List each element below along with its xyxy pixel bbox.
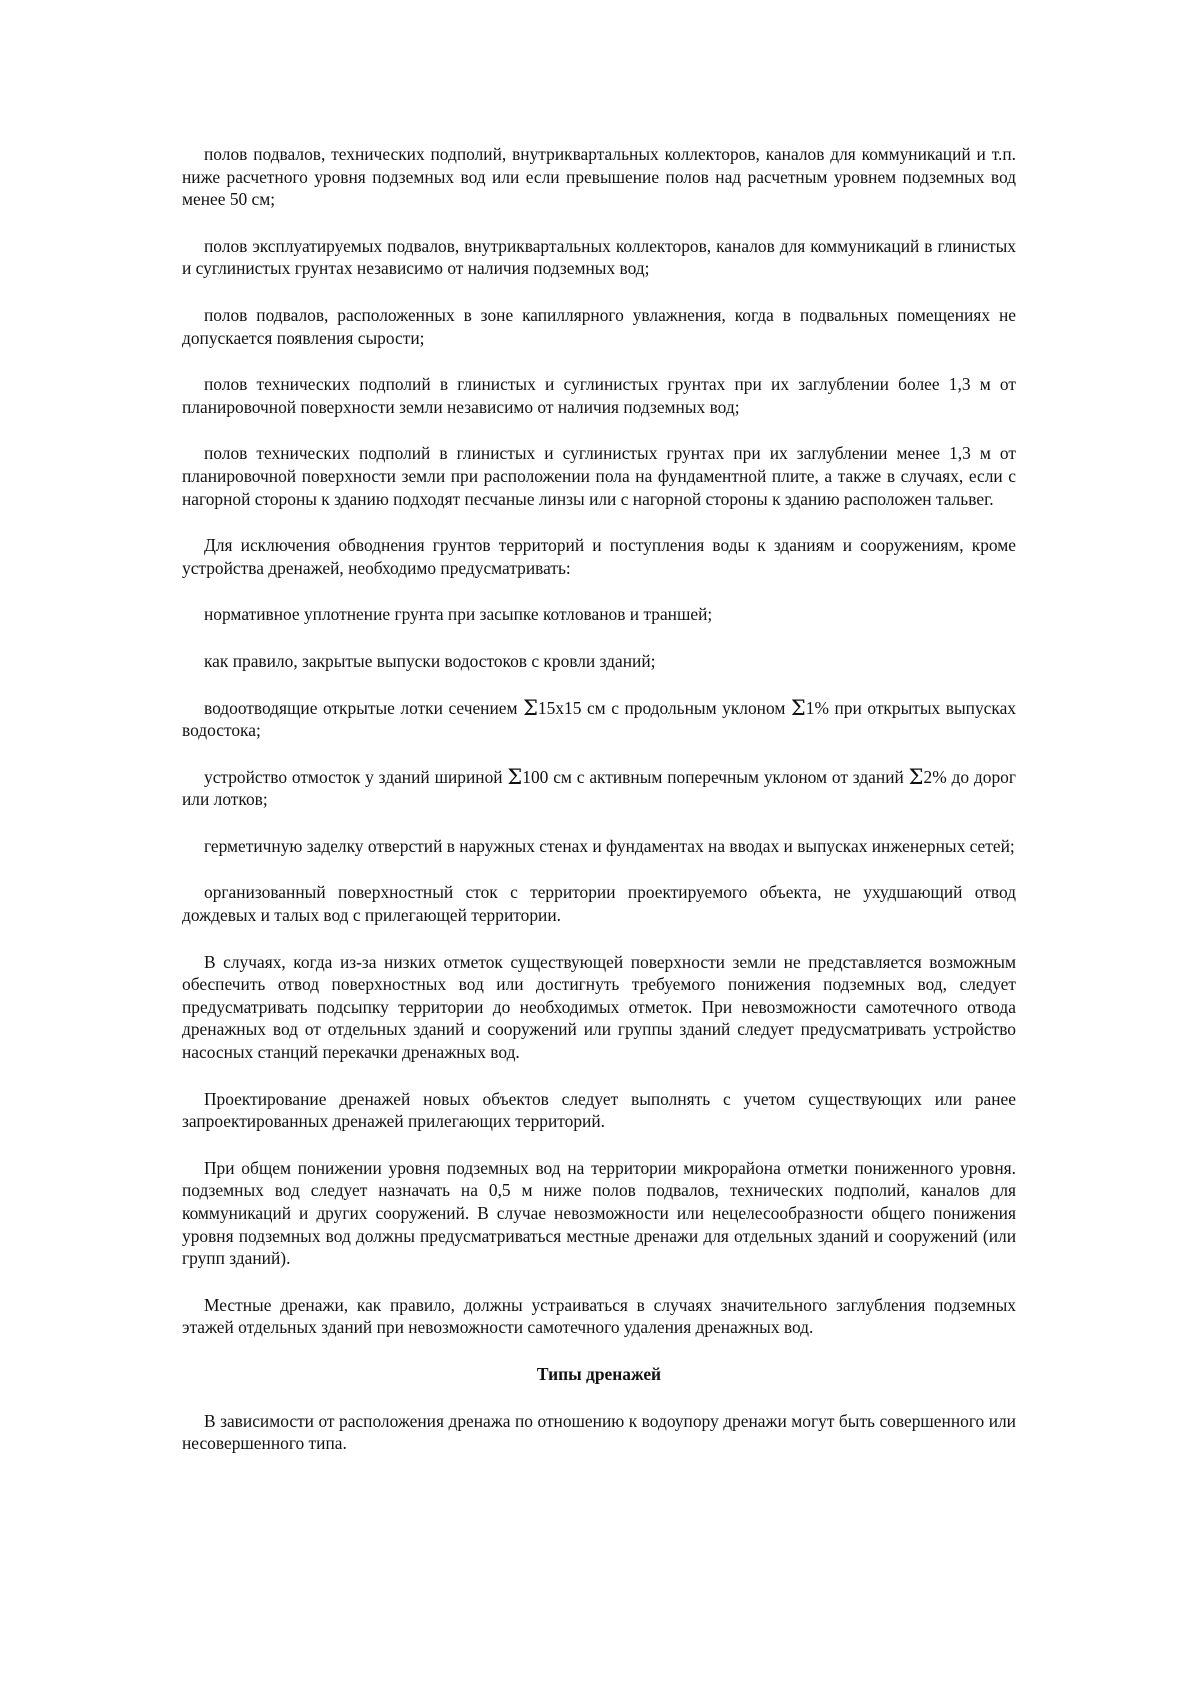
- paragraph-exploited-basements: полов эксплуатируемых подвалов, внутриквартальных коллекторов, каналов для коммуникаций в глинистых и суглинистых грунтах независимо от наличия подземных вод;: [182, 235, 1016, 279]
- paragraph-waterlogging-prevention: Для исключения обводнения грунтов территорий и поступления воды к зданиям и сооружениям, кроме устройства дренажей, необходимо предусматривать:: [182, 535, 1016, 578]
- blind-area-text-2: 100 см с активным поперечным уклоном от зданий: [522, 766, 909, 787]
- trays-text-3: 1% при открытых выпусках водостока;: [182, 697, 1016, 741]
- paragraph-general-lowering: При общем понижении уровня подземных вод на территории микрорайона отметки пониженного уровня. подземных вод следует назначать на 0,5 м ниже полов подвалов, технических подполий, каналов для коммуникаций и других сооружений. В случае невозможности или нецелесообразности общего понижения уровня подземных вод должны предусматриваться местные дренажи для отдельных зданий и сооружений (или групп зданий).: [182, 1157, 1016, 1269]
- paragraph-deep-subfloors: полов технических подполий в глинистых и суглинистых грунтах при их заглублении более 1,3 м от планировочной поверхности земли независимо от наличия подземных вод;: [182, 374, 1016, 417]
- sigma-symbol: Σ: [790, 695, 806, 720]
- sigma-symbol: Σ: [507, 764, 523, 789]
- section-heading: Типы дренажей: [536, 1363, 662, 1384]
- sigma-symbol: Σ: [523, 695, 538, 720]
- paragraph-closed-drains: как правило, закрытые выпуски водостоков с кровли зданий;: [204, 650, 656, 671]
- paragraph-local-drains: Местные дренажи, как правило, должны устраиваться в случаях значительного заглубления подземных этажей отдельных зданий при невозможности самотечного удаления дренажных вод.: [182, 1294, 1016, 1338]
- trays-text-1: водоотводящие открытые лотки сечением: [204, 697, 524, 718]
- paragraph-blind-area: [182, 766, 1016, 811]
- paragraph-surface-runoff: организованный поверхностный сток с территории проектируемого объекта, не ухудшающий отвод дождевых и талых вод с прилегающей территории.: [182, 882, 1016, 926]
- paragraph-sealing-openings: герметичную заделку отверстий в наружных стенах и фундаментах на вводах и выпусках инженерных сетей;: [204, 835, 1015, 856]
- paragraph-low-elevations: В случаях, когда из-за низких отметок существующей поверхности земли не представляется возможным обеспечить отвод поверхностных вод или достигнуть требуемого понижения подземных вод, следует предусматривать подсыпку территории до необходимых отметок. При невозможности самотечного отвода дренажных вод от отдельных зданий и сооружений или группы зданий следует предусматривать устройство насосных станций перекачки дренажных вод.: [182, 951, 1016, 1063]
- paragraph-shallow-subfloors: полов технических подполий в глинистых и суглинистых грунтах при их заглублении менее 1,3 м от планировочной поверхности земли при расположении пола на фундаментной плите, а также в случаях, если с нагорной стороны к зданию подходят песчаные линзы или с нагорной стороны к зданию расположен тальвег.: [182, 443, 1016, 509]
- paragraph-capillary-zone: полов подвалов, расположенных в зоне капиллярного увлажнения, когда в подвальных помещениях не допускается появления сырости;: [182, 304, 1016, 348]
- document-page: [182, 143, 1016, 1479]
- paragraph-basement-floors: полов подвалов, технических подполий, внутриквартальных коллекторов, каналов для коммуникаций и т.п. ниже расчетного уровня подземных вод или если превышение полов над расчетным уровнем подземных вод менее 50 см;: [182, 144, 1016, 210]
- paragraph-design-existing-drains: Проектирование дренажей новых объектов следует выполнять с учетом существующих или ранее запроектированных дренажей прилегающих территорий.: [182, 1088, 1016, 1132]
- paragraph-drain-types: В зависимости от расположения дренажа по отношению к водоупору дренажи могут быть совершенного или несовершенного типа.: [182, 1410, 1016, 1454]
- sigma-symbol: Σ: [908, 764, 924, 789]
- blind-area-text-3: 2% до дорог или лотков;: [182, 766, 1016, 810]
- blind-area-text-1: устройство отмосток у зданий шириной: [204, 766, 508, 787]
- paragraph-open-trays: [182, 697, 1016, 742]
- trays-text-2: 15x15 см с продольным уклоном: [537, 697, 791, 718]
- paragraph-soil-compaction: нормативное уплотнение грунта при засыпке котлованов и траншей;: [204, 604, 713, 625]
